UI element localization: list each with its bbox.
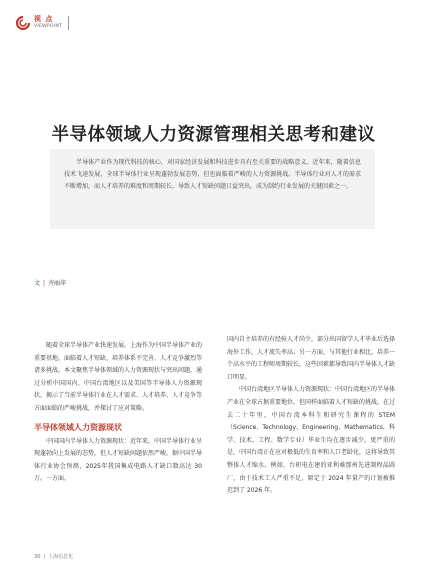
abstract-text: 半导体产业作为现代科技的核心，对国家经济发展和科技进步具有至关重要的战略意义。近年来，随着信息技术飞速发展，全球半导体行业呈现蓬勃发展态势，但也面临着严峻的人力资源挑战。半导体行业对人才的需求不断增加，而人才培养的难度和周期较长，导致人才短缺问题日益突出，成为制约行业发展的关键因素之一。 — [64, 159, 361, 190]
right-column — [227, 334, 395, 498]
page-number: 30 — [34, 554, 41, 560]
viewpoint-logo-icon — [16, 16, 30, 30]
publication-name: 上海信息化 — [48, 554, 74, 560]
page-footer — [34, 553, 73, 560]
section-label-cn: 视 点 — [34, 15, 54, 24]
abstract-box — [50, 149, 375, 229]
section-paragraph: 中国国内半导体人力资源现状：近年来，中国半导体行业呈现蓬勃向上发展的态势，但人才短缺问题依然严峻。据中国半导体行业协会预测，2025年我国集成电路人才缺口数高达 30万。一方面， — [34, 437, 203, 483]
author-prefix: 文 — [34, 280, 41, 287]
author-line — [34, 278, 66, 287]
section-label-en: VIEWPOINT — [34, 24, 63, 30]
section-label — [34, 16, 62, 30]
continued-paragraph: 国内自主培养的有经验人才尚少，部分出国留学人才毕业后选择海外工作，人才流失率高；另一方面，与其他行业相比，培养一个高水平的工程师周期较长，这些因素都导致国内半导体人才缺口明显。 — [227, 336, 396, 381]
footer-separator: | — [43, 554, 46, 560]
section-header — [16, 16, 69, 30]
section-heading: 半导体领域人力资源现状 — [34, 422, 122, 432]
author-name: 齐丽萍 — [48, 280, 67, 287]
intro-paragraph: 随着全球半导体产业快速发展，上海作为中国半导体产业的重要基地，面临着人才短缺、培养体系不完善、人才竞争激烈等诸多挑战。本文聚焦半导体领域的人力资源现状与突出问题，通过分析中国国内、中国台湾地区以及美国等半导体人力资源现状，揭示了当前半导体行业在人才需求、人才培养、人才竞争等方面面临的严峻挑战，并探讨了应对策略。 — [34, 342, 203, 412]
article-title: 半导体领域人力资源管理相关思考和建议 — [51, 125, 376, 145]
header-divider — [68, 16, 69, 30]
left-column — [34, 340, 202, 486]
taiwan-paragraph: 中国台湾地区半导体人力资源现状：中国台湾地区的半导体产业在全球占据重要地位，但同样面临着人才短缺的挑战。在过去二十年里，中国台湾本科生和研究生课程的 STEM（Science、Technology、Engineering、Mathematics，科学、技术、工程、数学专业）毕业生均在逐步减少。更严重的是，中国台湾正在应对极低的生育率和人口老龄化，这将导致其整体人才缩水。例如，台积电在建的亚利桑那州先进制程晶圆厂，由于技术工人严重不足，原定于 2024 年量产的计划被推迟到了 2026 年。 — [227, 386, 396, 495]
author-separator: | — [43, 280, 46, 287]
